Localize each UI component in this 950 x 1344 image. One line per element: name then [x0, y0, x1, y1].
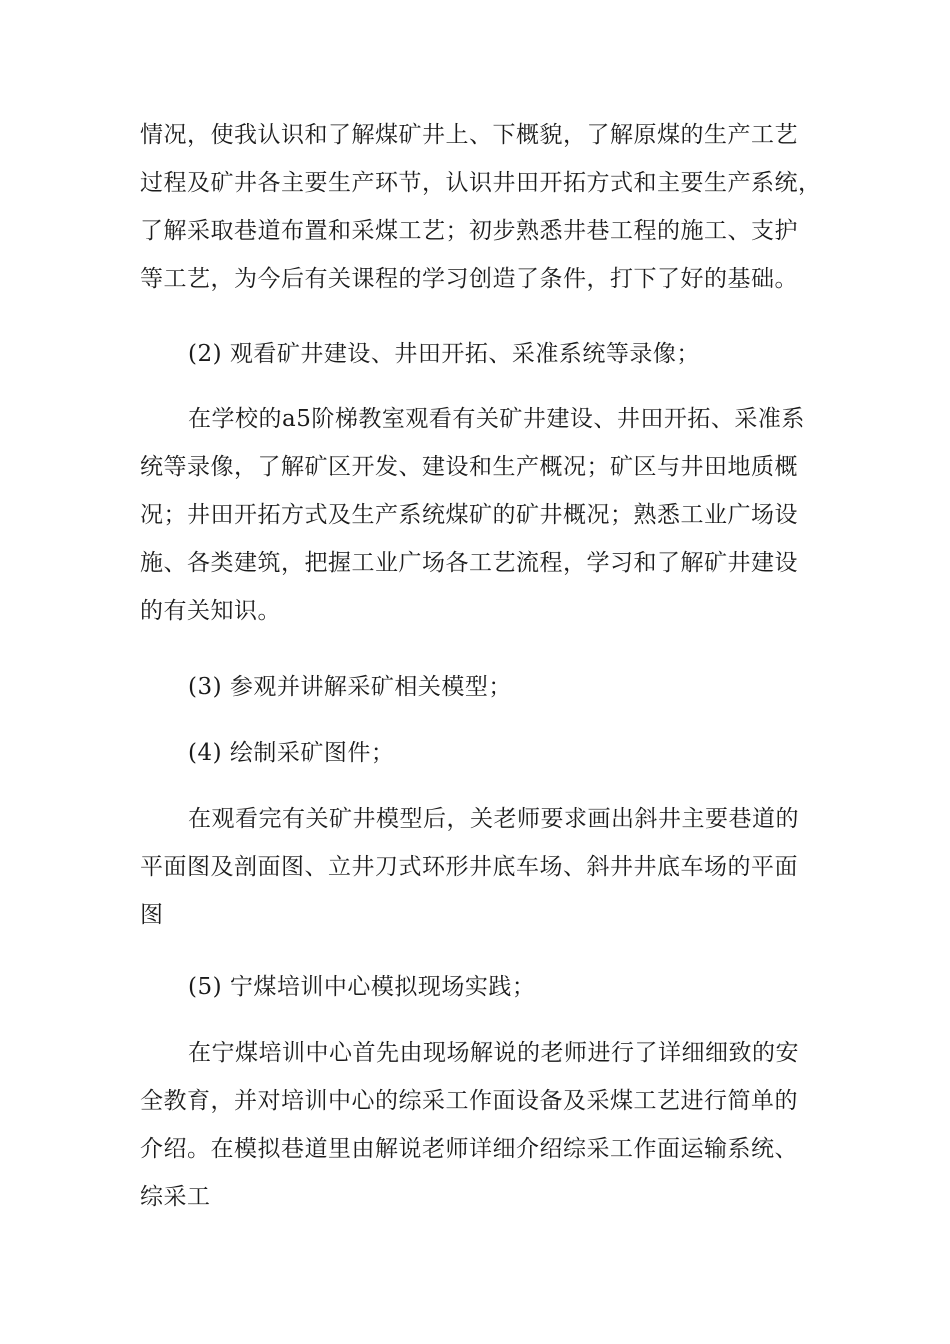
paragraph-3-line-3: 况；井田开拓方式及生产系统煤矿的矿井概况；熟悉工业广场设 — [140, 502, 798, 528]
paragraph-1-line-3: 了解采取巷道布置和采煤工艺；初步熟悉井巷工程的施工、支护 — [140, 218, 798, 244]
paragraph-3-line-2: 统等录像，了解矿区开发、建设和生产概况；矿区与井田地质概 — [140, 454, 798, 480]
list-item-4-heading: (4) 绘制采矿图件； — [188, 740, 395, 766]
paragraph-3-line-1: 在学校的a5阶梯教室观看有关矿井建设、井田开拓、采准系 — [188, 406, 805, 432]
paragraph-8-line-4: 综采工 — [140, 1184, 211, 1210]
paragraph-8-line-3: 介绍。在模拟巷道里由解说老师详细介绍综采工作面运输系统、 — [140, 1136, 798, 1162]
list-item-5-heading: (5) 宁煤培训中心模拟现场实践； — [188, 974, 536, 1000]
paragraph-8-line-1: 在宁煤培训中心首先由现场解说的老师进行了详细细致的安 — [188, 1040, 799, 1066]
paragraph-6-line-3: 图 — [140, 902, 164, 928]
paragraph-6-line-1: 在观看完有关矿井模型后，关老师要求画出斜井主要巷道的 — [188, 806, 799, 832]
paragraph-1-line-4: 等工艺，为今后有关课程的学习创造了条件，打下了好的基础。 — [140, 266, 798, 292]
paragraph-8-line-2: 全教育，并对培训中心的综采工作面设备及采煤工艺进行简单的 — [140, 1088, 798, 1114]
list-item-3-heading: (3) 参观并讲解采矿相关模型； — [188, 674, 512, 700]
paragraph-6-line-2: 平面图及剖面图、立井刀式环形井底车场、斜井井底车场的平面 — [140, 854, 798, 880]
paragraph-3-line-5: 的有关知识。 — [140, 598, 281, 624]
paragraph-3-line-4: 施、各类建筑，把握工业广场各工艺流程，学习和了解矿井建设 — [140, 550, 798, 576]
list-item-2-heading: (2) 观看矿井建设、井田开拓、采准系统等录像； — [188, 341, 700, 367]
paragraph-1-line-1: 情况，使我认识和了解煤矿井上、下概貌，了解原煤的生产工艺 — [140, 122, 798, 148]
paragraph-1-line-2: 过程及矿井各主要生产环节，认识井田开拓方式和主要生产系统， — [140, 170, 822, 196]
